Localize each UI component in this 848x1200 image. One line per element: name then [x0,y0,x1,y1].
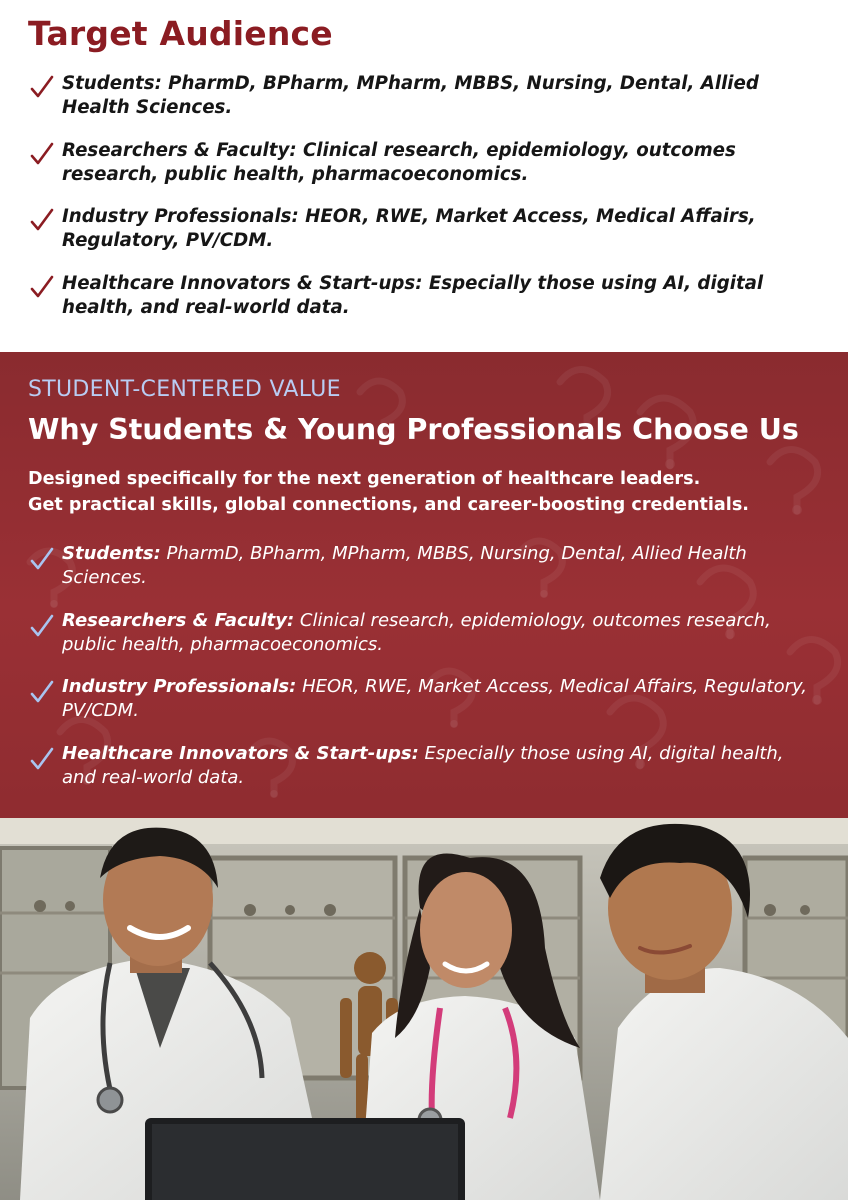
checkmark-icon [30,613,54,639]
target-audience-list [30,72,820,338]
students-photo-illustration [0,818,848,1200]
value-item-label: Students: [62,543,161,564]
value-item-label: Researchers & Faculty: [62,609,295,631]
list-item [30,742,820,809]
audience-item-text: Students: PharmD, BPharm, MPharm, MBBS, Nursing, Dental, Allied Health Sciences. [62,73,759,118]
checkmark-icon [30,74,54,100]
lead-line: Designed specifically for the next generation of healthcare leaders. [28,469,701,489]
list-item [30,272,820,339]
student-value-list [30,542,820,808]
value-item-detail: Especially those using AI, digital health, and real-world data. [62,742,784,788]
list-item [30,72,820,139]
checkmark-icon [30,274,54,300]
checkmark-icon [30,679,54,705]
student-value-section [0,352,848,818]
students-photo [0,818,848,1200]
value-item-detail: HEOR, RWE, Market Access, Medical Affairs, Regulatory, PV/CDM. [62,676,807,721]
value-item-text [62,609,820,657]
value-item-text [62,542,820,590]
value-item-text [62,742,820,790]
audience-item-text: Industry Professionals: HEOR, RWE, Market Access, Medical Affairs, Regulatory, PV/CDM. [62,206,756,251]
checkmark-icon [30,141,54,167]
audience-item-text: Healthcare Innovators & Start-ups: Especially those using AI, digital health, and real-world data. [62,272,764,318]
laptop [145,1118,465,1200]
checkmark-icon [30,546,54,572]
section-eyebrow: STUDENT-CENTERED VALUE [28,377,341,402]
section-lead [28,466,828,518]
checkmark-icon [30,746,54,772]
value-item-text [62,675,820,723]
lead-line: Get practical skills, global connections, and career-boosting credentials. [28,495,749,515]
checkmark-icon [30,207,54,233]
audience-item-text: Researchers & Faculty: Clinical research, epidemiology, outcomes research, public health, pharmacoeconomics. [62,139,736,185]
value-item-label: Industry Professionals: [62,676,297,697]
list-item [30,675,820,742]
target-audience-section [0,0,848,352]
value-item-detail: Clinical research, epidemiology, outcomes research, public health, pharmacoeconomics. [62,609,771,655]
list-item [30,205,820,272]
target-audience-title: Target Audience [28,14,333,53]
list-item [30,542,820,609]
list-item [30,609,820,676]
value-item-detail: PharmD, BPharm, MPharm, MBBS, Nursing, Dental, Allied Health Sciences. [62,543,747,588]
section-title: Why Students & Young Professionals Choose Us [28,413,799,446]
list-item [30,139,820,206]
value-item-label: Healthcare Innovators & Start-ups: [62,742,419,764]
